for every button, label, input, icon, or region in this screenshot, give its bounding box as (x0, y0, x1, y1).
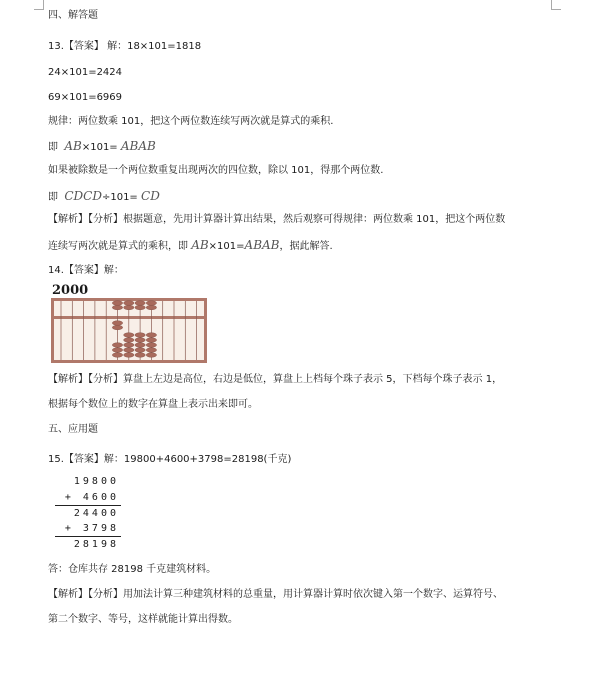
abacus-bead (124, 353, 134, 358)
q14-answer-head: 14.【答案】解： (48, 265, 124, 276)
abacus-bead (146, 305, 156, 310)
q14-analysis-1: 【解析】【分析】算盘上左边是高位，右边是低位，算盘上上档每个珠子表示 5，下档每个珠子表示 1， (48, 374, 503, 385)
analysis-text-a: 连续写两次就是算式的乘积，即 (48, 241, 188, 252)
abacus-bead (124, 343, 134, 348)
q15-analysis-2: 第二个数字、等号，这样就能计算出得数。 (48, 614, 238, 625)
abacus-bead (146, 333, 156, 338)
abacus-image (51, 298, 207, 363)
abacus-bead (124, 305, 134, 310)
abacus-number-label: 2000 (52, 283, 89, 298)
section5-title: 五、应用题 (48, 424, 98, 435)
formula-ab: AB (64, 139, 82, 153)
q14-analysis-2: 根据每个数位上的数字在算盘上表示出来即可。 (48, 399, 258, 410)
calc-divider-2 (55, 536, 121, 537)
abacus-bead (112, 301, 122, 306)
calc-row-2: + 4600 (64, 492, 119, 503)
ji-label: 即 (48, 142, 58, 153)
abacus-bead (124, 338, 134, 343)
corner-mark-left (34, 0, 44, 10)
abacus-bead (146, 353, 156, 358)
q13-rule: 规律：两位数乘 101，把这个两位数连续写两次就是算式的乘积. (48, 116, 334, 127)
q13-formula1 (48, 139, 156, 155)
q15-answer-head: 15.【答案】解：19800+4600+3798=28198(千克) (48, 454, 292, 465)
q13-analysis-1: 【解析】【分析】根据题意，先用计算器计算出结果，然后观察可得规律：两位数乘 101，把这个两位数 (48, 214, 506, 225)
q15-analysis-1: 【解析】【分析】用加法计算三种建筑材料的总重量，用计算器计算时依次键入第一个数字、运算符号、 (48, 589, 503, 600)
analysis-text-b: ，据此解答. (279, 241, 333, 252)
calc-row-1: 19800 (73, 476, 119, 487)
abacus-bead (146, 348, 156, 353)
abacus-bead (146, 301, 156, 306)
abacus-bead (146, 338, 156, 343)
q13-analysis-2 (48, 238, 333, 254)
abacus-bead (146, 343, 156, 348)
abacus-bead (135, 343, 145, 348)
abacus-bead (112, 325, 122, 330)
section4-title: 四、解答题 (48, 10, 98, 21)
ji-label: 即 (48, 192, 58, 203)
formula-abab: ABAB (120, 139, 156, 153)
abacus-bead (135, 305, 145, 310)
q13-divide-rule: 如果被除数是一个两位数重复出现两次的四位数，除以 101，得那个两位数. (48, 165, 384, 176)
abacus-bead (124, 333, 134, 338)
abacus-bead (112, 348, 122, 353)
formula-times: ×101= (81, 142, 118, 153)
q13-line2: 24×101=2424 (48, 67, 123, 78)
formula-times: ×101= (208, 241, 245, 252)
formula-abab: ABAB (244, 238, 280, 252)
abacus-bead (135, 338, 145, 343)
abacus-bead (124, 301, 134, 306)
calc-row-3: 24400 (73, 508, 119, 519)
abacus-bead (135, 348, 145, 353)
calc-row-4: + 3798 (64, 523, 119, 534)
formula-cdcd: CDCD (64, 189, 102, 203)
abacus-bead (112, 353, 122, 358)
abacus-bead (124, 348, 134, 353)
formula-divide: ÷101= (101, 192, 138, 203)
q15-final-answer: 答：仓库共存 28198 千克建筑材料。 (48, 564, 217, 575)
abacus-bead (135, 333, 145, 338)
abacus-bead (112, 305, 122, 310)
abacus-bead (135, 301, 145, 306)
q13-formula2 (48, 189, 160, 205)
q13-line3: 69×101=6969 (48, 92, 123, 103)
abacus-bead (112, 321, 122, 326)
formula-ab: AB (191, 238, 209, 252)
abacus-bead (135, 353, 145, 358)
abacus-bead (112, 343, 122, 348)
calc-row-5: 28198 (73, 539, 119, 550)
q13-answer-head: 13.【答案】 解：18×101=1818 (48, 41, 202, 52)
formula-cd: CD (141, 189, 160, 203)
calc-divider-1 (55, 505, 121, 506)
corner-mark-right (551, 0, 561, 10)
